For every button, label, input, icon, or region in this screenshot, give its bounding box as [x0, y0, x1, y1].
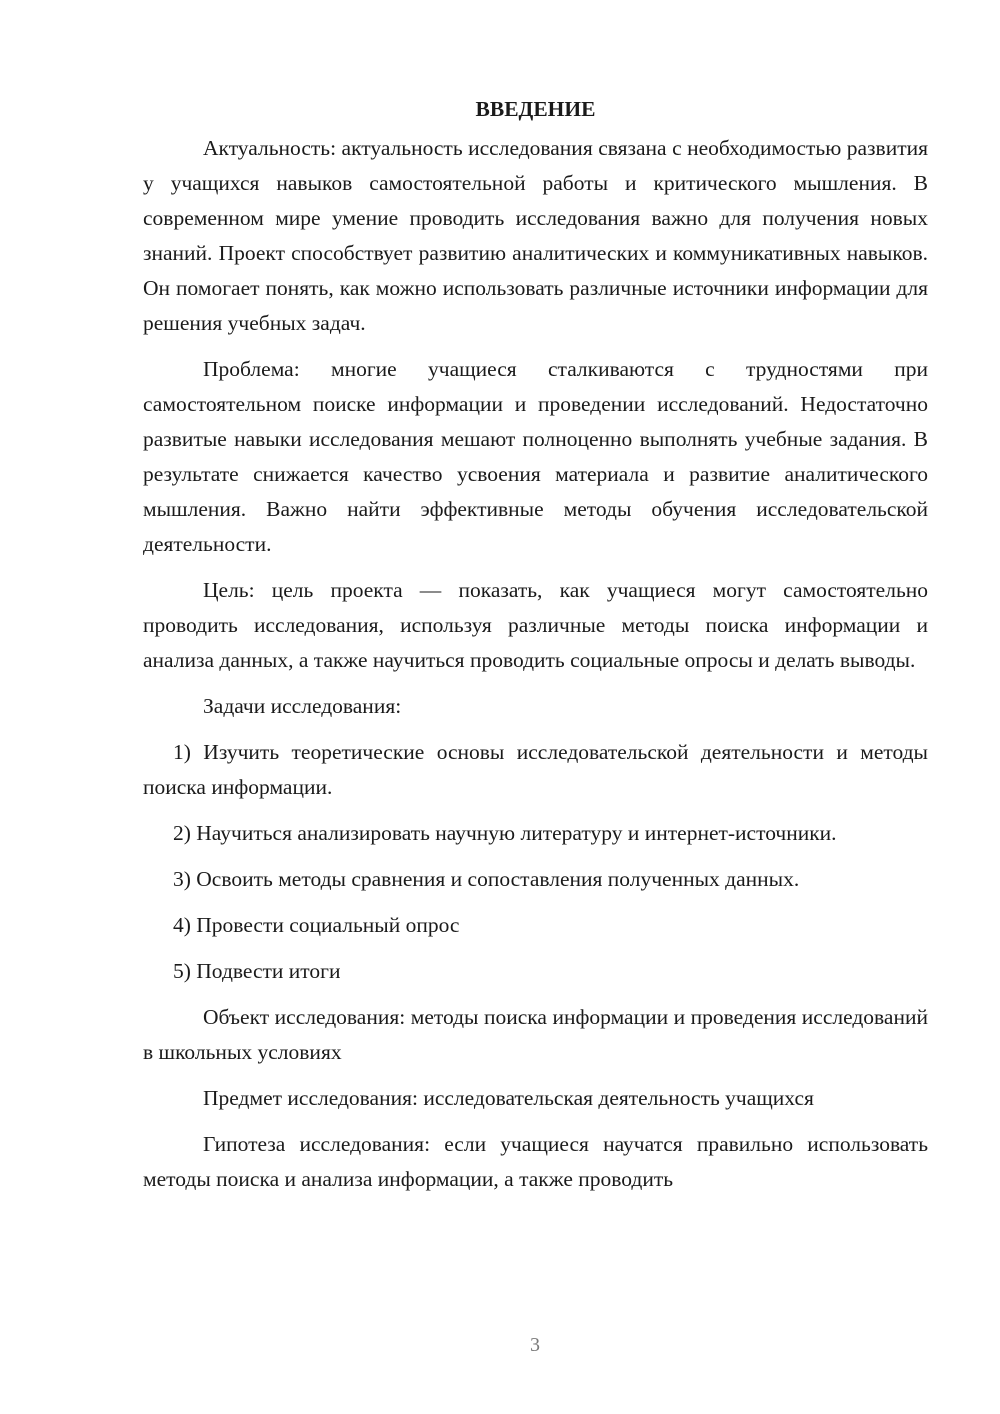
paragraph-hypothesis: Гипотеза исследования: если учащиеся научатся правильно использовать методы поиска и анализа информации, а также проводить: [143, 1132, 928, 1191]
tasks-heading: Задачи исследования:: [203, 694, 402, 718]
task-item-2: 2) Научиться анализировать научную литературу и интернет-источники.: [173, 821, 837, 845]
task-item-3: 3) Освоить методы сравнения и сопоставления полученных данных.: [173, 867, 800, 891]
paragraph-goal: Цель: цель проекта — показать, как учащиеся могут самостоятельно проводить исследования, используя различные методы поиска информации и анализа данных, а также научиться проводить социальные опросы и делать выводы.: [143, 578, 928, 672]
section-title: ВВЕДЕНИЕ: [475, 97, 596, 121]
task-item-4: 4) Провести социальный опрос: [173, 913, 460, 937]
task-item-1: 1) Изучить теоретические основы исследовательской деятельности и методы поиска информации.: [143, 740, 928, 799]
paragraph-problem: Проблема: многие учащиеся сталкиваются с трудностями при самостоятельном поиске информации и проведении исследований. Недостаточно развитые навыки исследования мешают полноценно выполнять учебные задания. В результате снижается качество усвоения материала и развитие аналитического мышления. Важно найти эффективные методы обучения исследовательской деятельности.: [143, 357, 928, 556]
page-number: 3: [530, 1334, 540, 1356]
task-item-5: 5) Подвести итоги: [173, 959, 341, 983]
paragraph-object: Объект исследования: методы поиска информации и проведения исследований в школьных условиях: [143, 1005, 928, 1064]
page-content: [143, 92, 928, 1197]
paragraph-relevance: Актуальность: актуальность исследования связана с необходимостью развития у учащихся навыков самостоятельной работы и критического мышления. В современном мире умение проводить исследования важно для получения новых знаний. Проект способствует развитию аналитических и коммуникативных навыков. Он помогает понять, как можно использовать различные источники информации для решения учебных задач.: [143, 136, 928, 335]
paragraph-subject: Предмет исследования: исследовательская деятельность учащихся: [203, 1086, 814, 1110]
